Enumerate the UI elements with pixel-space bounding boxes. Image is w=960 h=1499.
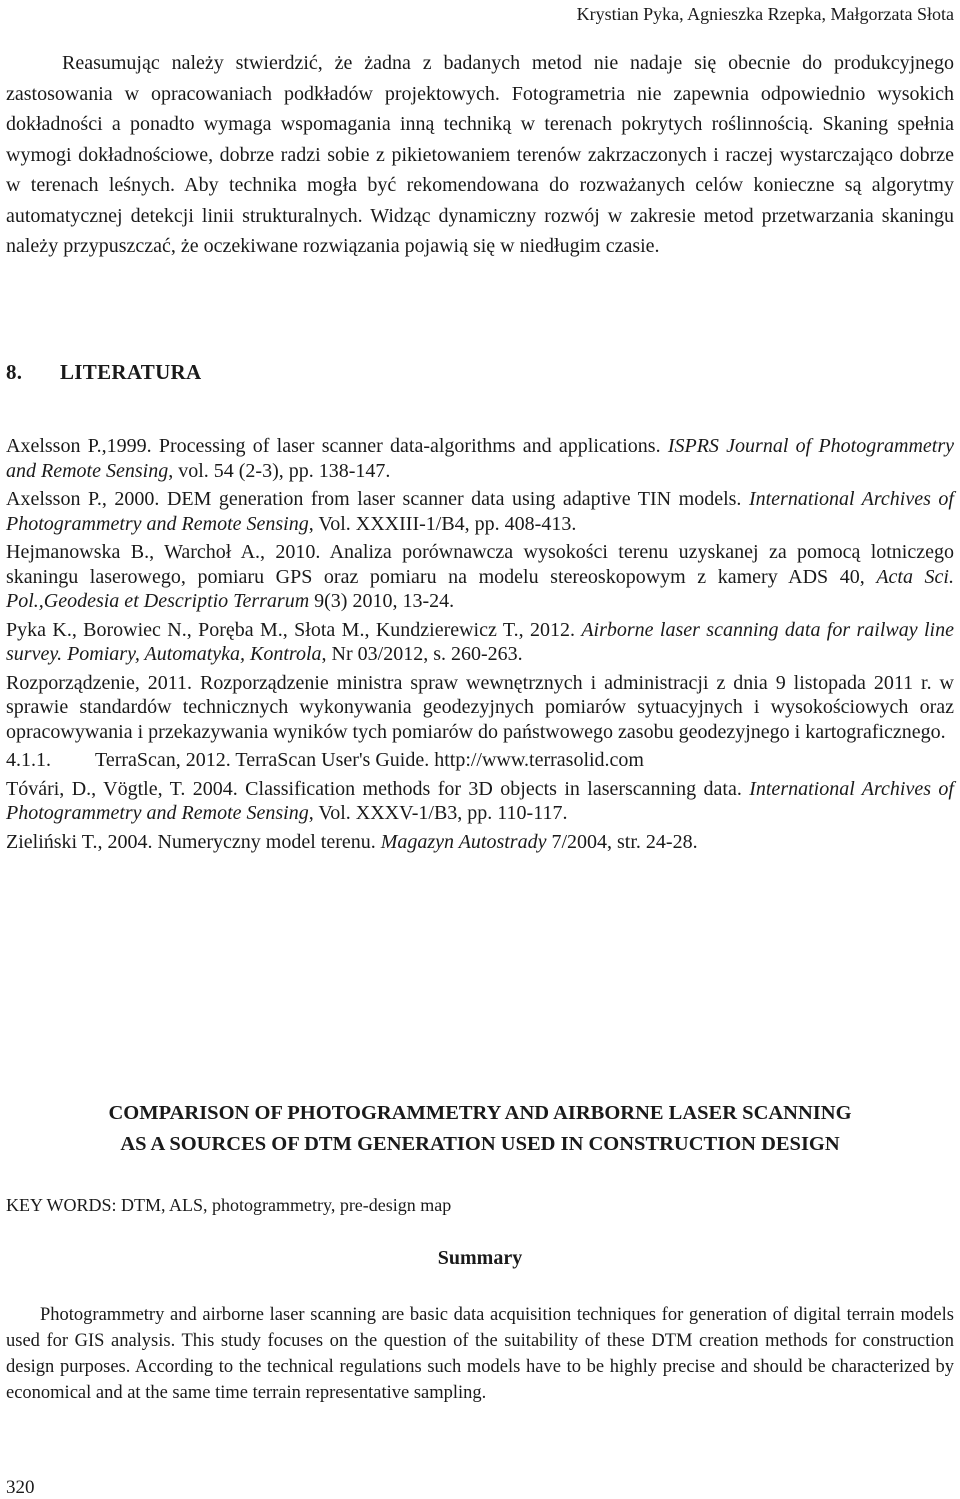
reference-text: Zieliński T., 2004. Numeryczny model terenu. (6, 830, 381, 853)
reference-item (6, 487, 954, 536)
reference-list (6, 434, 954, 858)
english-title-line2: AS A SOURCES OF DTM GENERATION USED IN CONSTRUCTION DESIGN (120, 1133, 840, 1155)
reference-tail: , vol. 54 (2-3), pp. 138-147. (168, 459, 391, 482)
reference-item (6, 434, 954, 483)
reference-text: TerraScan, 2012. TerraScan User's Guide. http://www.terrasolid.com (95, 749, 644, 771)
reference-number: 4.1.1. (6, 749, 51, 771)
section-number: 8. (6, 360, 23, 384)
reference-italic: Acta Sci. Pol.,Geodesia et Descriptio Terrarum (6, 565, 954, 612)
reference-text: Hejmanowska B., Warchoł A., 2010. Analiza porównawcza wysokości terenu uzyskanej za pomocą lotniczego skaningu laserowego, pomiaru GPS oraz pomiaru na modelu stereoskopowym z kamery ADS 40, (6, 541, 954, 588)
section-heading (6, 360, 201, 385)
reference-text: Axelsson P., 2000. DEM generation from laser scanner data using adaptive TIN models. (6, 488, 749, 510)
reference-italic: Magazyn Autostrady (380, 830, 547, 853)
summary-heading: Summary (437, 1247, 523, 1269)
reference-italic: International Archives of Photogrammetry and Remote Sensing (6, 488, 954, 535)
reference-tail: 9(3) 2010, 13-24. (309, 590, 455, 612)
reference-item (6, 748, 954, 773)
reference-item (6, 671, 954, 745)
reference-tail: , Nr 03/2012, s. 260-263. (321, 643, 523, 665)
section-title: LITERATURA (60, 360, 202, 384)
reference-italic: International Archives of Photogrammetry and Remote Sensing (6, 777, 954, 824)
english-title-line1: COMPARISON OF PHOTOGRAMMETRY AND AIRBORNE LASER SCANNING (108, 1102, 852, 1124)
reference-tail: 7/2004, str. 24-28. (546, 830, 698, 853)
reference-text: Pyka K., Borowiec N., Poręba M., Słota M., Kundzierewicz T., 2012. (6, 618, 582, 641)
reference-text: Rozporządzenie, 2011. Rozporządzenie ministra spraw wewnętrznych i administracji z dnia 9 listopada 2011 r. w sprawie standardów technicznych wykonywania geodezyjnych pomiarów sytuacyjnych i wysokościowych oraz opracowywania i przekazywania wyników tych pomiarów do państwowego zasobu geodezyjnego i kartograficznego. (6, 671, 954, 743)
conclusion-paragraph: Reasumując należy stwierdzić, że żadna z badanych metod nie nadaje się obecnie do produkcyjnego zastosowania w opracowaniach podkładów projektowych. Fotogrametria nie zapewnia odpowiednio wysokich dokładności a ponadto wymaga wspomagania inną techniką w terenach pokrytych roślinnością. Skaning spełnia wymogi dokładnościowe, dobrze radzi sobie z pikietowaniem terenów zakrzaczonych i raczej wystarczająco dobrze w terenach leśnych. Aby technika mogła być rekomendowana do rozważanych celów konieczne są algorytmy automatycznej detekcji linii strukturalnych. Widząc dynamiczny rozwój w zakresie metod przetwarzania skaningu należy przypuszczać, że oczekiwane rozwiązania pojawią się w niedługim czasie. (6, 52, 954, 257)
page-number: 320 (6, 1477, 35, 1498)
reference-item (6, 618, 954, 667)
reference-italic: Airborne laser scanning data for railway line survey. Pomiary, Automatyka, Kontrola (6, 618, 954, 665)
reference-text: Axelsson P.,1999. Processing of laser scanner data-algorithms and applications. (6, 435, 668, 457)
running-header-authors: Krystian Pyka, Agnieszka Rzepka, Małgorzata Słota (576, 4, 954, 24)
reference-text: Tóvári, D., Vögtle, T. 2004. Classification methods for 3D objects in laserscanning data. (6, 777, 750, 800)
summary-paragraph: Photogrammetry and airborne laser scanning are basic data acquisition techniques for generation of digital terrain models used for GIS analysis. This study focuses on the question of the suitability of these DTM creation methods for construction design purposes. According to the technical regulations such models have to be highly precise and should be characterized by economical and at the same time terrain representative sampling. (6, 1305, 954, 1403)
reference-item (6, 777, 954, 826)
reference-item (6, 830, 954, 855)
reference-tail: , Vol. XXXV-1/B3, pp. 110-117. (308, 802, 568, 824)
reference-item (6, 540, 954, 614)
keywords-line: KEY WORDS: DTM, ALS, photogrammetry, pre-design map (6, 1195, 452, 1215)
reference-tail: , Vol. XXXIII-1/B4, pp. 408-413. (308, 512, 577, 535)
reference-italic: ISPRS Journal of Photogrammetry and Remote Sensing (6, 435, 954, 482)
english-title (6, 1098, 954, 1160)
